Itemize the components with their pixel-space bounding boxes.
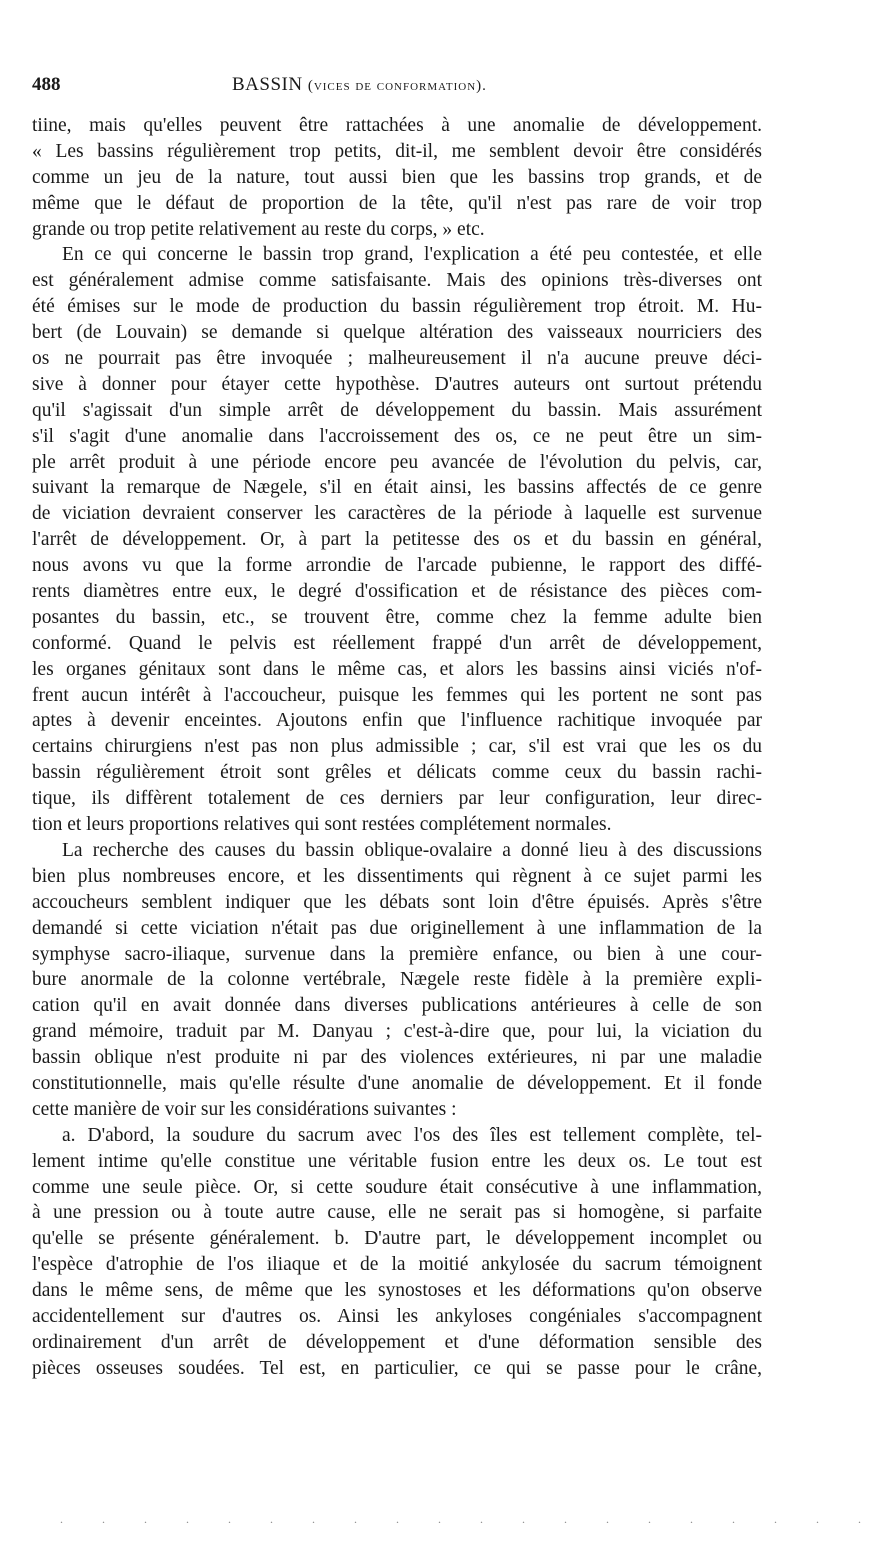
text-line: posantes du bassin, etc., se trouvent être, comme chez la femme adulte bien: [32, 606, 762, 628]
text-line: nous avons vu que la forme arrondie de l'arcade pubienne, le rapport des diffé-: [32, 555, 762, 577]
text-line: a. D'abord, la soudure du sacrum avec l'os des îles est tellement complète, tel-: [62, 1124, 762, 1146]
text-line: est généralement admise comme satisfaisante. Mais des opinions très-diverses ont: [32, 270, 762, 292]
text-line: sive à donner pour étayer cette hypothèse. D'autres auteurs ont surtout prétendu: [32, 373, 762, 395]
running-head-subtitle: (vices de conformation).: [307, 78, 487, 94]
text-line: tion et leurs proportions relatives qui sont restées complétement normales.: [32, 814, 612, 836]
body-text: [32, 113, 762, 1382]
text-line: dans le même sens, de même que les synostoses et les déformations qu'on observe: [32, 1280, 762, 1302]
text-line: qu'il s'agissait d'un simple arrêt de développement du bassin. Mais assurément: [32, 399, 762, 421]
bleed-through-marks: . . . . . . . . . . . . . . . . . . . .: [60, 1512, 879, 1526]
text-line: bassin régulièrement étroit sont grêles et délicats comme ceux du bassin rachi-: [32, 762, 762, 784]
text-line: accoucheurs semblent indiquer que les débats sont loin d'être épuisés. Après s'être: [32, 891, 762, 913]
text-line: rents diamètres entre eux, le degré d'ossification et de résistance des pièces com-: [32, 581, 762, 603]
running-head-title: BASSIN: [232, 74, 303, 95]
text-line: os ne pourrait pas être invoquée ; malheureusement il n'a aucune preuve déci-: [32, 348, 762, 370]
text-line: conformé. Quand le pelvis est réellement frappé d'un arrêt de développement,: [32, 632, 762, 654]
text-line: tiine, mais qu'elles peuvent être rattachées à une anomalie de développement.: [32, 115, 762, 136]
text-line: tique, ils diffèrent totalement de ces derniers par leur configuration, leur direc-: [32, 788, 762, 810]
text-line: La recherche des causes du bassin oblique-ovalaire a donné lieu à des discussions: [62, 839, 762, 861]
text-line: qu'elle se présente généralement. b. D'autre part, le développement incomplet ou: [32, 1228, 762, 1250]
text-line: aptes à devenir enceintes. Ajoutons enfin que l'influence rachitique invoquée par: [32, 710, 762, 732]
text-line: « Les bassins régulièrement trop petits, dit-il, me semblent devoir être considérés: [32, 140, 762, 162]
text-line: ple arrêt produit à une période encore peu avancée de l'évolution du pelvis, car,: [32, 451, 762, 473]
text-line: grande ou trop petite relativement au reste du corps, » etc.: [32, 218, 485, 240]
text-line: l'espèce d'atrophie de l'os iliaque et de la moitié ankylosée du sacrum témoignent: [32, 1254, 762, 1276]
text-line: lement intime qu'elle constitue une véritable fusion entre les deux os. Le tout est: [32, 1150, 762, 1172]
text-line: s'il s'agit d'une anomalie dans l'accroissement des os, ce ne peut être un sim-: [32, 425, 762, 447]
text-line: comme un jeu de la nature, tout aussi bien que les bassins trop grands, et de: [32, 166, 762, 188]
text-line: cation qu'il en avait donnée dans diverses publications antérieures à celle de son: [32, 995, 762, 1017]
text-line: l'arrêt de développement. Or, à part la petitesse des os et du bassin en général,: [32, 529, 762, 551]
text-line: constitutionnelle, mais qu'elle résulte d'une anomalie de développement. Et il fonde: [32, 1072, 762, 1094]
text-line: même que le défaut de proportion de la tête, qu'il n'est pas rare de voir trop: [32, 192, 762, 214]
text-line: bien plus nombreuses encore, et les dissentiments qui règnent à ce sujet parmi les: [32, 865, 762, 887]
text-line: les organes génitaux sont dans le même cas, et alors les bassins ainsi viciés n'of-: [32, 658, 762, 680]
text-line: accidentellement sur d'autres os. Ainsi les ankyloses congéniales s'accompagnent: [32, 1305, 762, 1327]
text-line: été émises sur le mode de production du bassin régulièrement trop étroit. M. Hu-: [32, 296, 762, 318]
text-line: à une pression ou à toute autre cause, elle ne serait pas si homogène, si parfaite: [32, 1202, 762, 1224]
text-line: bassin oblique n'est produite ni par des violences extérieures, ni par une maladie: [32, 1047, 762, 1069]
text-line: frent aucun intérêt à l'accoucheur, puisque les femmes qui les portent ne sont pas: [32, 684, 762, 706]
running-head: [232, 74, 487, 96]
text-line: certains chirurgiens n'est pas non plus admissible ; car, s'il est vrai que les os du: [32, 736, 762, 758]
text-line: demandé si cette viciation n'était pas due originellement à une inflammation de la: [32, 917, 762, 939]
text-line: suivant la remarque de Nægele, s'il en était ainsi, les bassins affectés de ce genre: [32, 477, 762, 499]
text-line: symphyse sacro-iliaque, survenue dans la première enfance, ou bien à une cour-: [32, 943, 762, 965]
text-line: de viciation devraient conserver les caractères de la période à laquelle est survenue: [32, 503, 762, 525]
page-header: [32, 74, 758, 100]
text-line: cette manière de voir sur les considérations suivantes :: [32, 1098, 457, 1120]
text-line: pièces osseuses soudées. Tel est, en particulier, ce qui se passe pour le crâne,: [32, 1357, 762, 1379]
text-line: comme une seule pièce. Or, si cette soudure était consécutive à une inflammation,: [32, 1176, 762, 1198]
text-line: ordinairement d'un arrêt de développement et d'une déformation sensible des: [32, 1331, 762, 1353]
text-line: grand mémoire, traduit par M. Danyau ; c'est-à-dire que, pour lui, la viciation du: [32, 1021, 762, 1043]
text-line: bert (de Louvain) se demande si quelque altération des vaisseaux nourriciers des: [32, 322, 762, 344]
text-line: bure anormale de la colonne vertébrale, Nægele reste fidèle à la première expli-: [32, 969, 762, 991]
text-line: En ce qui concerne le bassin trop grand, l'explication a été peu contestée, et elle: [62, 244, 762, 266]
page-number: 488: [32, 74, 61, 95]
